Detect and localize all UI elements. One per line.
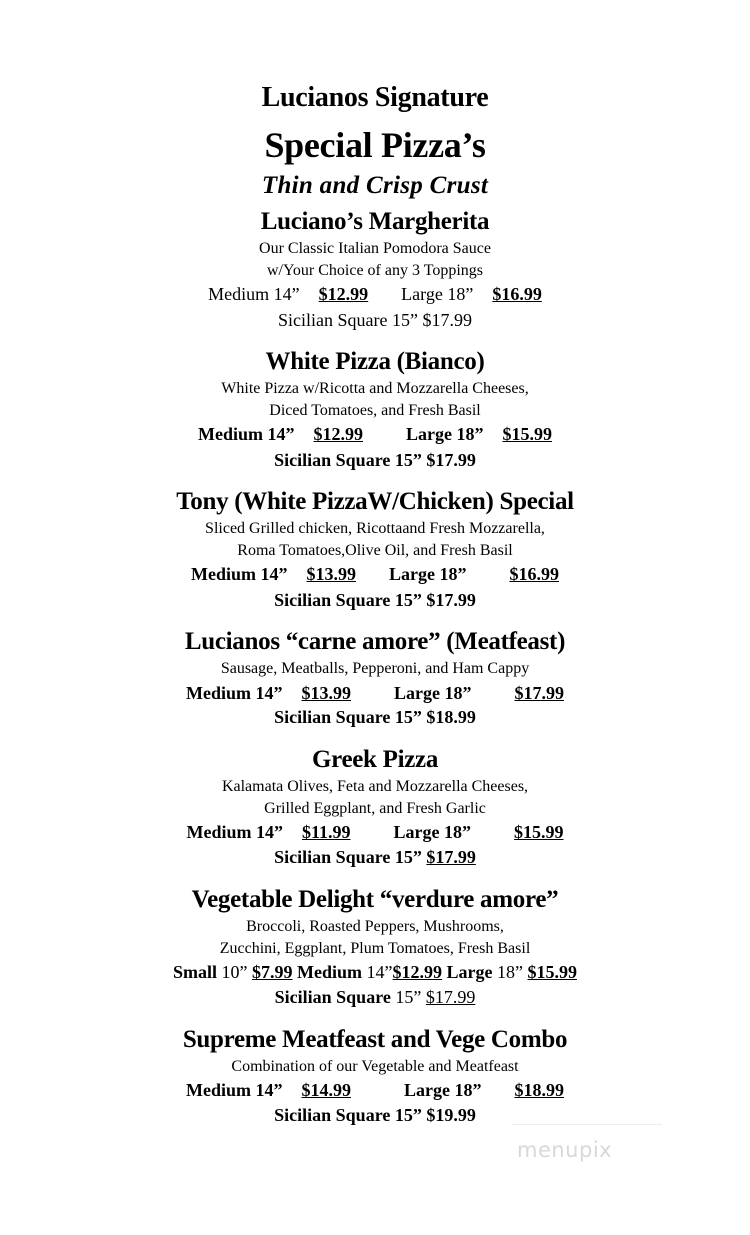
menu-title-line1: Lucianos Signature bbox=[261, 82, 489, 113]
medium-label: Medium 14” bbox=[198, 424, 295, 444]
large-price: $15.99 bbox=[514, 822, 564, 842]
item-price-row bbox=[0, 822, 750, 843]
sicilian-label: Sicilian Square bbox=[274, 987, 391, 1007]
large-label: Large 18” bbox=[394, 683, 472, 703]
large-size: 18” bbox=[497, 962, 523, 982]
large-price: $16.99 bbox=[509, 564, 559, 584]
item-name: Greek Pizza bbox=[311, 746, 439, 773]
medium-label: Medium 14” bbox=[186, 683, 283, 703]
medium-label: Medium 14” bbox=[186, 1080, 283, 1100]
menu-title-line2: Special Pizza’s bbox=[264, 125, 486, 165]
large-label: Large bbox=[446, 962, 493, 982]
item-name: Supreme Meatfeast and Vege Combo bbox=[182, 1026, 568, 1053]
large-label: Large 18” bbox=[393, 822, 471, 842]
sicilian-price: $17.99 bbox=[426, 847, 476, 867]
medium-price: $14.99 bbox=[301, 1080, 351, 1100]
medium-label: Medium 14” bbox=[191, 564, 288, 584]
small-price: $7.99 bbox=[252, 962, 293, 982]
item-name: Tony (White PizzaW/Chicken) Special bbox=[176, 488, 574, 515]
item-price-row bbox=[0, 564, 750, 585]
large-price: $16.99 bbox=[492, 284, 542, 304]
sicilian-price-row bbox=[0, 847, 750, 868]
sicilian-price: $17.99 bbox=[425, 987, 476, 1007]
medium-price: $12.99 bbox=[392, 962, 443, 982]
item-desc-line1: Our Classic Italian Pomodora Sauce bbox=[259, 240, 491, 257]
medium-price: $12.99 bbox=[313, 424, 363, 444]
item-desc-line1: Sliced Grilled chicken, Ricottaand Fresh Mozzarella, bbox=[205, 520, 545, 537]
medium-label: Medium 14” bbox=[208, 284, 300, 304]
medium-price: $12.99 bbox=[318, 284, 369, 304]
medium-price: $13.99 bbox=[306, 564, 356, 584]
large-label: Large 18” bbox=[404, 1080, 482, 1100]
item-desc-line1: Sausage, Meatballs, Pepperoni, and Ham Cappy bbox=[220, 660, 530, 677]
sicilian-price-row: Sicilian Square 15” $17.99 bbox=[278, 310, 472, 330]
small-label: Small bbox=[173, 962, 218, 982]
item-price-row bbox=[0, 424, 750, 445]
watermark-divider bbox=[512, 1124, 662, 1125]
sicilian-label: Sicilian Square 15” bbox=[274, 847, 422, 867]
item-price-row bbox=[0, 683, 750, 704]
large-price: $15.99 bbox=[502, 424, 552, 444]
large-price: $18.99 bbox=[514, 1080, 564, 1100]
large-label: Large 18” bbox=[389, 564, 467, 584]
item-desc-line2: Grilled Eggplant, and Fresh Garlic bbox=[264, 800, 486, 817]
sicilian-price-row: Sicilian Square 15” $18.99 bbox=[274, 707, 476, 727]
sicilian-price-row bbox=[0, 987, 750, 1008]
item-name: Vegetable Delight “verdure amore” bbox=[191, 886, 559, 913]
item-desc-line2: Roma Tomatoes,Olive Oil, and Fresh Basil bbox=[237, 542, 513, 559]
item-desc-line1: White Pizza w/Ricotta and Mozzarella Cheeses, bbox=[221, 380, 529, 397]
item-desc-line2: w/Your Choice of any 3 Toppings bbox=[266, 262, 484, 279]
large-price: $15.99 bbox=[527, 962, 577, 982]
item-desc-line2: Diced Tomatoes, and Fresh Basil bbox=[269, 402, 481, 419]
menu-subtitle: Thin and Crisp Crust bbox=[261, 172, 489, 199]
medium-label: Medium 14” bbox=[186, 822, 283, 842]
item-name: White Pizza (Bianco) bbox=[265, 348, 485, 375]
item-desc-line1: Combination of our Vegetable and Meatfeast bbox=[231, 1058, 519, 1075]
medium-price: $11.99 bbox=[302, 822, 351, 842]
medium-price: $13.99 bbox=[301, 683, 351, 703]
sicilian-price-row: Sicilian Square 15” $17.99 bbox=[274, 590, 476, 610]
item-price-row bbox=[0, 1080, 750, 1101]
item-desc-line1: Broccoli, Roasted Peppers, Mushrooms, bbox=[246, 918, 504, 935]
item-name: Luciano’s Margherita bbox=[260, 208, 490, 235]
large-label: Large 18” bbox=[401, 284, 474, 304]
small-size: 10” bbox=[221, 962, 248, 982]
item-price-row bbox=[0, 962, 750, 983]
sicilian-price-row: Sicilian Square 15” $17.99 bbox=[274, 450, 476, 470]
large-price: $17.99 bbox=[514, 683, 564, 703]
item-desc-line2: Zucchini, Eggplant, Plum Tomatoes, Fresh Basil bbox=[219, 940, 531, 957]
item-name: Lucianos “carne amore” (Meatfeast) bbox=[184, 628, 566, 655]
medium-label: Medium bbox=[297, 962, 363, 982]
sicilian-size: 15” bbox=[395, 987, 422, 1007]
large-label: Large 18” bbox=[406, 424, 484, 444]
medium-size: 14” bbox=[366, 962, 393, 982]
item-desc-line1: Kalamata Olives, Feta and Mozzarella Cheeses, bbox=[221, 778, 529, 795]
watermark-logo: menupix bbox=[517, 1138, 613, 1162]
item-price-row bbox=[0, 284, 750, 305]
sicilian-price-row: Sicilian Square 15” $19.99 bbox=[274, 1105, 476, 1125]
